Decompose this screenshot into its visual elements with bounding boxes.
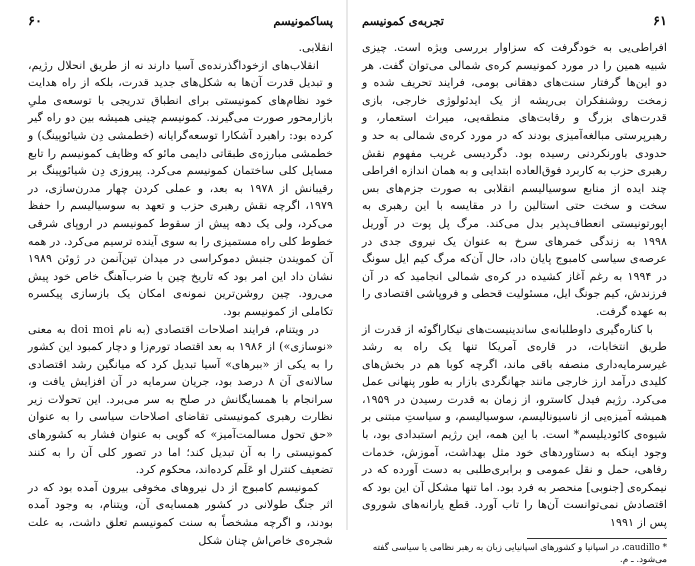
paragraph: افراطی‌یی به خودگرفت که سزاوار بررسی ویژه است. چیزی شبیه همین را در مورد کمونیسم کره‌ی شمالی می‌توان گفت. هر دو این‌ها گرفتار سنت‌های دهقانی بومی، فرایند تحریف شده و زمخت روشنفکران بی‌ریشه از یک ایدئولوژی خارجی، بازی قدرت‌های بزرگ و رقابت‌های منطقه‌یی، میراث استعمار، و رهبرپرستی مبالغه‌آمیزی بودند که در مورد کره‌ی شمالی به حد و حدودی باورنکردنی رسیده بود. دگردیسی غریب مفهوم نقش رهبری حزب به کاربرد فوق‌العاده ابتدایی و به همان اندازه افراطی چند ایده از منابع سوسیالیسم انقلابی به صورت جزم‌های بس سخت و سخت حتی استالین را در مقایسه با این رهبری به اپورتونیستی انعطاف‌پذیر بدل می‌کند. مرگ پل پوت در آوریل ۱۹۹۸ به زندگی خمرهای سرخ به عنوان یک نیروی جدی در عرصه‌ی سیاسی کامبوج پایان داد، حال آن‌که مرگ کیم ایل سونگ در ۱۹۹۴ به رغم آغاز کشیده در کره‌ی شمالی انجامید که در آن فرزندش، کیم جونگ ایل، مسئولیت قحطی و فروپاشی اقتصادی را به عهده گرفت. bbox=[362, 41, 667, 318]
page-number-right: ۶۱ bbox=[653, 14, 667, 29]
right-page bbox=[350, 0, 695, 565]
running-title-right: تجربه‌ی کمونیسم bbox=[362, 14, 444, 28]
page-number-left: ۶۰ bbox=[28, 14, 42, 29]
running-head-right bbox=[362, 14, 667, 31]
running-title-left: پساکمونیسم bbox=[273, 14, 333, 28]
paragraph: با کناره‌گیری داوطلبانه‌ی ساندینیست‌های نیکاراگوئه از قدرت از طریق انتخابات، در قاره‌ی آمریکا تنها یک راه به رشد غیرسرمایه‌داری منصفه باقی ماند، اگرچه کوبا هم در بخش‌های کلیدی درآمد ارز خارجی مانند جهانگردی بازار به طور پنهانی عمل می‌کرد. رژیم فیدل کاسترو، از زمان به قدرت رسیدن در ۱۹۵۹، همیشه آمیزه‌یی از ناسیونالیسم، سوسیالیسم، و سیاستِ مبتنی بر شیوه‌ی کائودیلیسم* است. با این همه، این رژیم استبدادی بود، با وجود اینکه به دستاوردهای خود مثل بهداشت، آموزش، خدمات رفاهی، حمل و نقل عمومی و برابری‌طلبی به دست آورده که در نیمکره‌ی [جنوبی] منحصر به فرد بود. اما تنها مشکل آن این بود که اقتصادش نمی‌توانست آن‌ها را تاب آورد. قطع یارانه‌های شوروی پس از ۱۹۹۱ bbox=[362, 322, 667, 530]
footnote: * caudillo، در اسپانیا و کشورهای اسپانیایی زبان به رهبر نظامی یا سیاسی گفته می‌شود. ـ م. bbox=[372, 542, 667, 565]
running-head-left bbox=[28, 14, 333, 31]
left-page-body bbox=[28, 39, 333, 549]
footnote-divider bbox=[527, 538, 667, 539]
right-page-body bbox=[362, 39, 667, 532]
paragraph: کمونیسم کامبوج از دل نیروهای مخوفی بیرون آمده بود که در اثر جنگ طولانی در کشور همسایه‌ی آن، ویتنام، به وجود آمده بودند، و اگرچه مشخصاً به سنت کمونیسم تعلق داشت، به علت شجره‌ی خاص‌اش چنان شکل bbox=[28, 480, 333, 547]
left-page bbox=[0, 0, 345, 547]
paragraph: در ویتنام، فرایند اصلاحات اقتصادی (به نام doi moi به معنی «نوسازی») از ۱۹۸۶ به بعد اقتصاد تورم‌زا و دچار کمبود این کشور را به یکی از «ببرهای» آسیا تبدیل کرد که میانگین رشد اقتصادی سالانه‌ی آن ۸ درصد بود، جریان سرمایه در آن افزایش یافت و، سرانجام با همسایگانش در صلح به سر می‌برد. این تحولات زیر نظارت رهبری کمونیستی تقاضای اصلاحات سیاسی را به عنوان «حق تحول مسالمت‌آمیز» که گویی به عنوان فشار به کشورهای کمونیستی را به آن تبدیل کند؛ اما در تصور کلی آن را به کنند تضعیف کنترل او عَلَم کرده‌اند، محکوم کرد. bbox=[28, 322, 334, 477]
paragraph: انقلاب‌های ازخوداگذرنده‌ی آسیا دارند نه از طریق انحلال رژیم، و تبدیل قدرت آن‌ها به شکل‌های جدید قدرت، بلکه از راه هدایت خود نظام‌های کمونیستی برای انطباق تدریجی با توسعه‌ی ملیِ بازارمحور صورت می‌گیرند. کمونیسم چینی همیشه بین دو راه گیر کرده بود: راهبرد آشکارا توسعه‌گرایانه (خطمشی دِن شیائوپینگ) و خطمشی مبارزه‌ی طبقاتی دایمی مائو که وظایف کمونیسم را تابع مسایل کلی ساختمان کمونیسم می‌کرد. پیروزی دِن شیائوپینگ بر رقیبانش از ۱۹۷۸ به بعد، و عملی کردن چهار مدرن‌سازی، در ۱۹۷۹، اگرچه نقش رهبری حزب و تعهد به سوسیالیسم را حفظ می‌کرد، ولی یک دهه پیش از سقوط کمونیسم در اروپای شرقی خطوط کلی راه مستمیزی را به سوی آینده ترسیم می‌کرد. در همه آن کمویندن جنبش دموکراسی در میدان تین‌آنمن در ژوئن ۱۹۸۹ نشان داد این امر بود که تاریخ چین با ضرب‌آهنگ خاص خود پیش می‌رود. چین روشن‌ترین نمونه‌ی امکان یک بازسازی پیکسره تکاملی از کمونیسم بود. bbox=[28, 58, 333, 318]
book-gutter bbox=[346, 0, 348, 530]
paragraph: انقلابی. bbox=[298, 41, 333, 54]
